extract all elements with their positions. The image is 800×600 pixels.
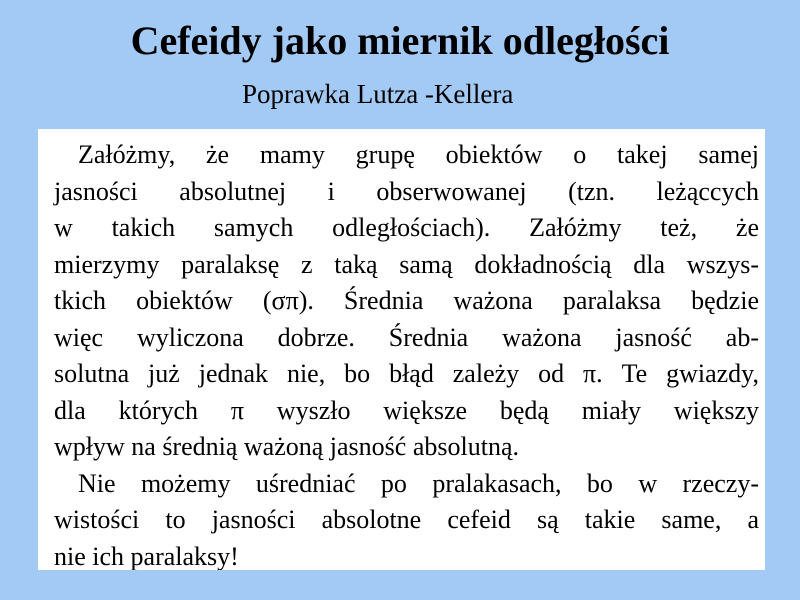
- slide-title: Cefeidy jako miernik odległości: [130, 18, 670, 63]
- slide-subtitle: Poprawka Lutza -Kellera: [242, 79, 514, 109]
- paragraph-2: [54, 466, 759, 571]
- paragraph-line: jasności absolutnej i obserwowanej (tzn. leżąccych: [54, 176, 759, 206]
- paragraph-line: wistości to jasności absolotne cefeid są takie same, a: [54, 505, 759, 534]
- text-box: [38, 129, 765, 570]
- paragraph-line: wpływ na średnią ważoną jasność absolutną.: [54, 432, 519, 461]
- paragraph-1: [54, 137, 759, 466]
- paragraph-line: nie ich paralaksy!: [54, 541, 239, 570]
- paragraph-line: Załóżmy, że mamy grupę obiektów o takej samej: [78, 140, 759, 169]
- paragraph-line: mierzymy paralaksę z taką samą dokładnością dla wszys-: [54, 249, 759, 279]
- paragraph-line: tkich obiektów (σπ). Średnia ważona paralaksa będzie: [54, 286, 759, 315]
- paragraph-line: solutna już jednak nie, bo błąd zależy od π. Te gwiazdy,: [54, 359, 759, 388]
- paragraph-line: dla których π wyszło większe będą miały większy: [54, 395, 759, 425]
- paragraph-line: w takich samych odległościach). Załóżmy też, że: [54, 213, 759, 242]
- paragraph-line: Nie możemy uśredniać po pralakasach, bo w rzeczy-: [78, 468, 759, 498]
- paragraph-line: więc wyliczona dobrze. Średnia ważona jasność ab-: [54, 322, 759, 352]
